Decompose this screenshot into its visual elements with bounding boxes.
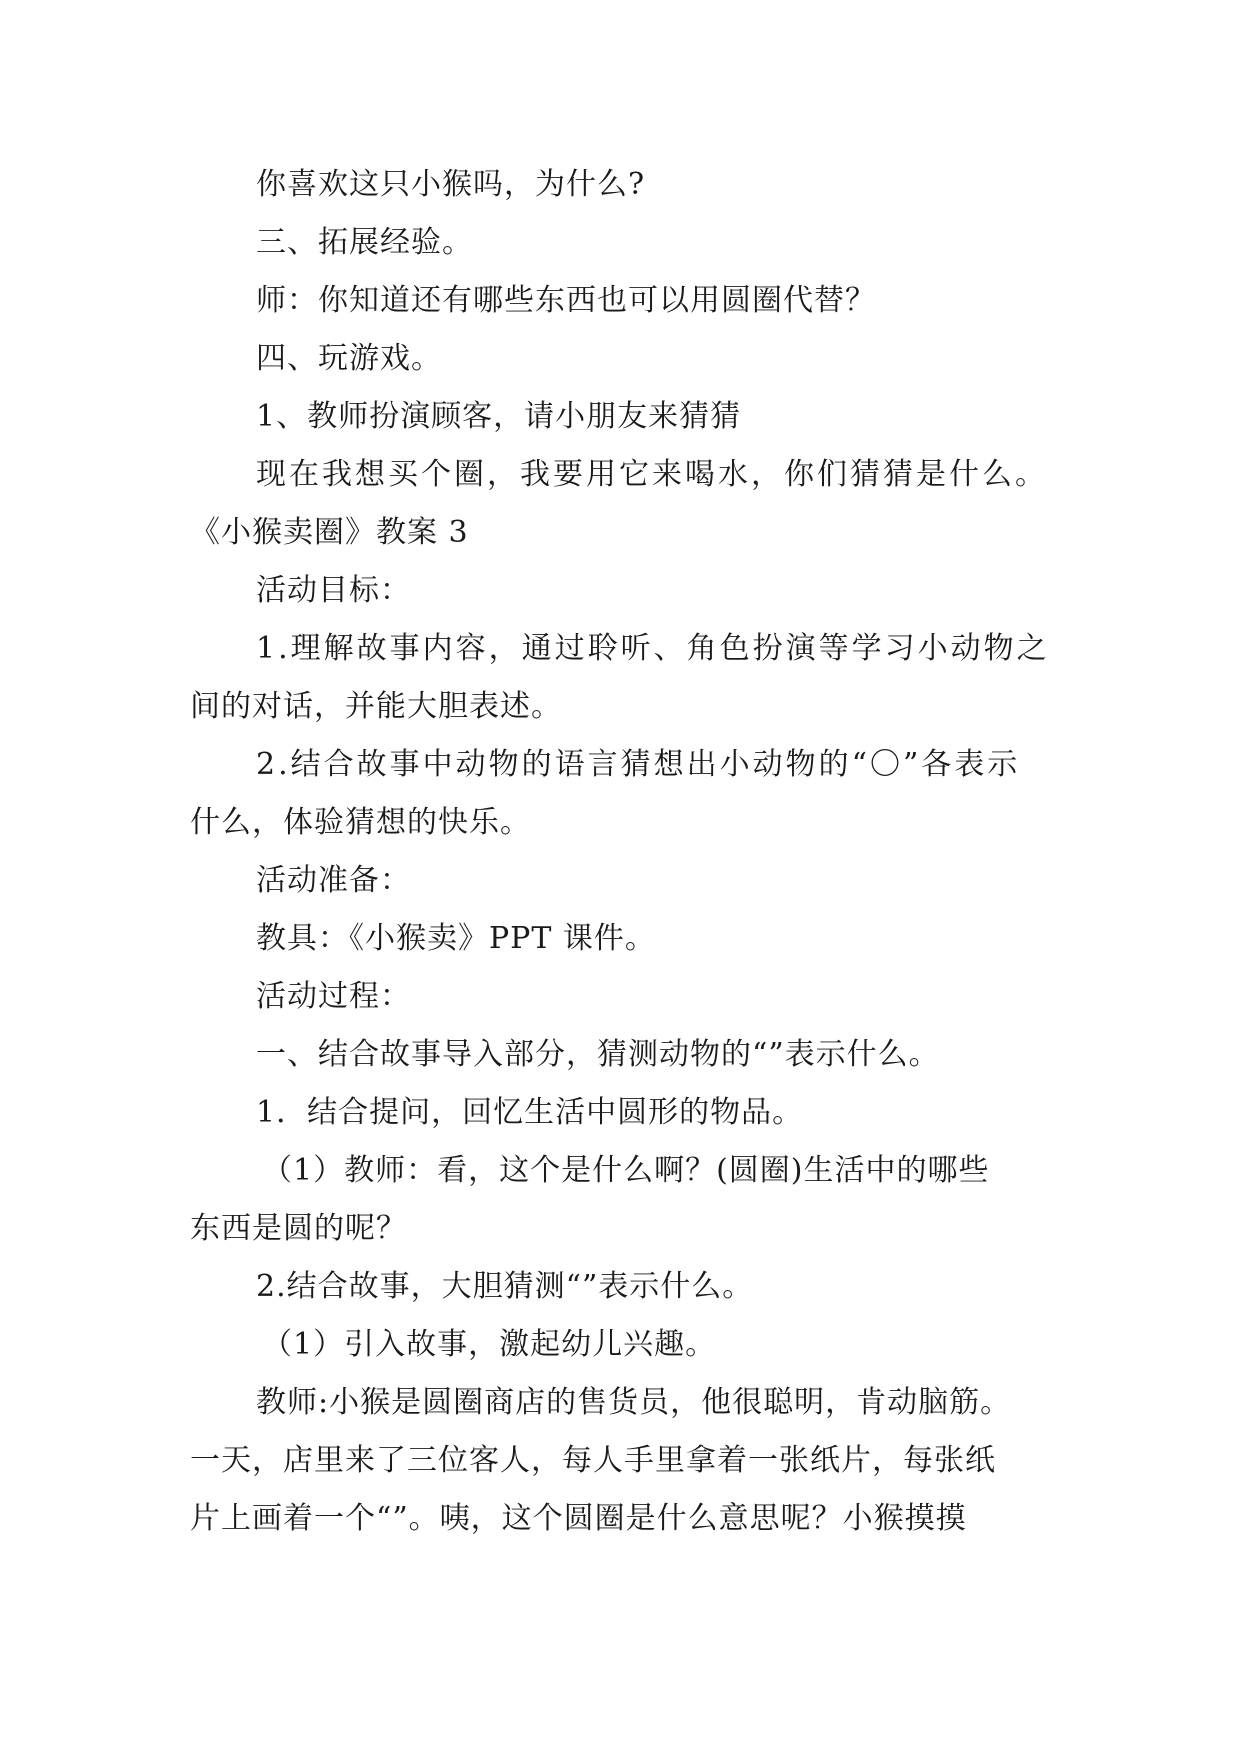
text-line: 1、教师扮演顾客，请小朋友来猜猜 [256, 399, 742, 434]
text-line: （1）引入故事，激起幼儿兴趣。 [262, 1327, 717, 1362]
text-line: 三、拓展经验。 [256, 225, 473, 260]
text-line: 师：你知道还有哪些东西也可以用圆圈代替？ [256, 283, 876, 318]
text-line: 活动过程： [256, 979, 411, 1014]
text-line: 现在我想买个圈，我要用它来喝水，你们猜猜是什么。 [256, 457, 1048, 492]
text-line: 1.理解故事内容，通过聆听、角色扮演等学习小动物之 [256, 631, 1050, 666]
text-line: 片上画着一个“”。咦，这个圆圈是什么意思呢？小猴摸摸 [190, 1501, 967, 1536]
text-line: 四、玩游戏。 [256, 341, 442, 376]
text-line: 一天，店里来了三位客人，每人手里拿着一张纸片，每张纸 [190, 1443, 996, 1478]
text-line: 东西是圆的呢？ [190, 1211, 407, 1246]
text-line: 你喜欢这只小猴吗，为什么? [256, 167, 646, 202]
text-line: 一、结合故事导入部分，猜测动物的“”表示什么。 [256, 1037, 940, 1072]
text-line: 教具：《小猴卖》PPT 课件。 [256, 921, 656, 956]
text-line: 1．结合提问，回忆生活中圆形的物品。 [256, 1095, 804, 1130]
text-line: 2.结合故事，大胆猜测“”表示什么。 [256, 1269, 754, 1304]
text-line: 什么，体验猜想的快乐。 [190, 805, 531, 840]
text-line: （1）教师：看，这个是什么啊？(圆圈)生活中的哪些 [262, 1153, 990, 1188]
section-heading: 《小猴卖圈》教案 3 [190, 515, 469, 550]
text-line: 教师:小猴是圆圈商店的售货员，他很聪明，肯动脑筋。 [256, 1385, 1012, 1420]
text-line: 活动准备： [256, 863, 411, 898]
text-line: 活动目标： [256, 573, 411, 608]
text-line: 间的对话，并能大胆表述。 [190, 689, 562, 724]
text-line: 2.结合故事中动物的语言猜想出小动物的“〇”各表示 [256, 747, 1021, 782]
